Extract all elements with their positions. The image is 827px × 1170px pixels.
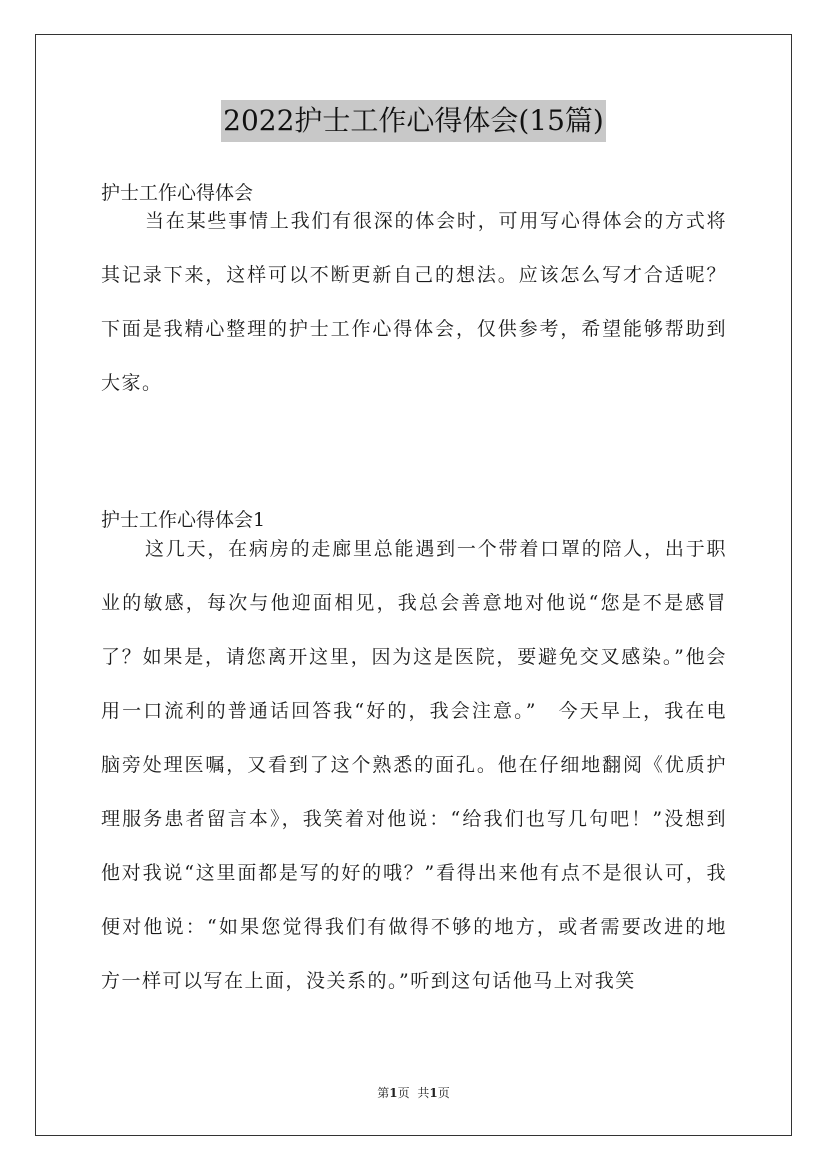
page-prefix: 第: [377, 1086, 390, 1100]
total-pages: 1: [429, 1086, 438, 1100]
page-number: 1: [389, 1086, 398, 1100]
intro-paragraph: 当在某些事情上我们有很深的体会时，可用写心得体会的方式将其记录下来，这样可以不断更新自己的想法。应该怎么写才合适呢？下面是我精心整理的护士工作心得体会，仅供参考，希望能够帮助到大家。: [101, 210, 727, 394]
title-container: [0, 100, 827, 142]
section-1-heading: 护士工作心得体会1: [101, 509, 266, 531]
page-footer: [0, 1083, 827, 1103]
page-suffix: 页: [397, 1086, 410, 1100]
total-prefix: 共: [417, 1086, 430, 1100]
intro-heading: 护士工作心得体会: [101, 182, 254, 204]
total-suffix: 页: [437, 1086, 450, 1100]
document-title: 2022护士工作心得体会(15篇): [221, 100, 606, 142]
section-1-paragraph: 这几天，在病房的走廊里总能遇到一个带着口罩的陪人，出于职业的敏感，每次与他迎面相见，我总会善意地对他说“您是不是感冒了？如果是，请您离开这里，因为这是医院，要避免交叉感染。”他会用一口流利的普通话回答我“好的，我会注意。” 今天早上，我在电脑旁处理医嘱，又看到了这个熟悉的面孔。他在仔细地翻阅《优质护理服务患者留言本》，我笑着对他说：“给我们也写几句吧！”没想到他对我说“这里面都是写的好的哦？”看得出来他有点不是很认可，我便对他说：“如果您觉得我们有做得不够的地方，或者需要改进的地方一样可以写在上面，没关系的。”听到这句话他马上对我笑: [101, 538, 727, 992]
